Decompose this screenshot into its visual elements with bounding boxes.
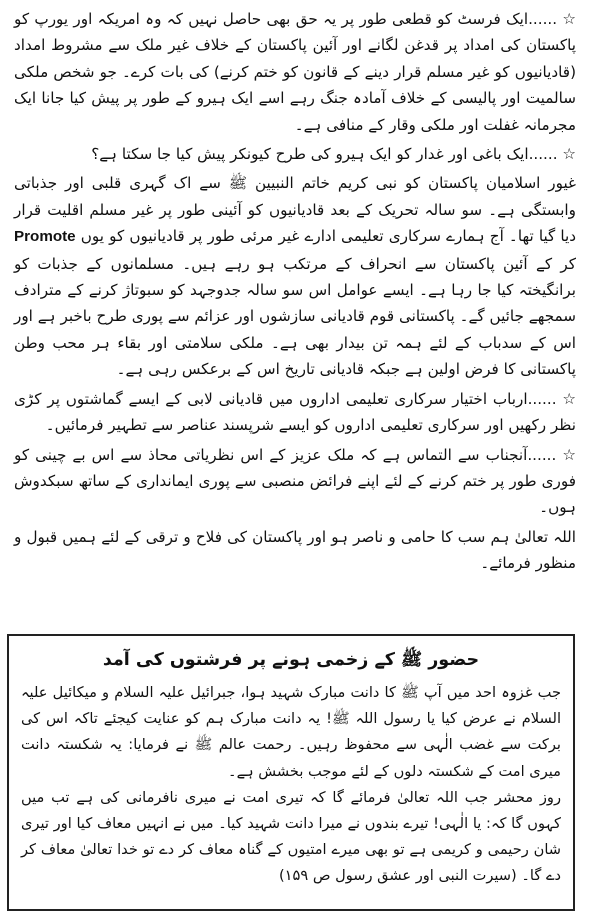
boxed-story bbox=[7, 634, 575, 911]
article-paragraph-3 bbox=[14, 170, 576, 382]
box-paragraph-1: جب غزوہ احد میں آپ ﷺ کا دانت مبارک شہید ہوا، جبرائیل علیہ السلام و میکائیل علیہ السلام نے عرض کیا یا رسول اللہ ﷺ! یہ دانت مبارک ہم کو عنایت کیجئے تاکہ اس کی برکت سے غضب الٰہی سے محفوظ رہیں۔ رحمت عالم ﷺ نے فرمایا: یہ شکستہ دانت میری امت کے شکستہ دلوں کے لئے موجب بخشش ہے۔ bbox=[21, 684, 561, 780]
article-column bbox=[14, 6, 576, 577]
article-paragraph-4: ☆ ......ارباب اختیار سرکاری تعلیمی اداروں میں قادیانی لابی کے ایسے گماشتوں پر کڑی نظر رکھیں اور سرکاری تعلیمی اداروں کو ایسے شرپسند عناصر سے تطہیر فرمائیں۔ bbox=[14, 389, 576, 435]
box-title: حضور ﷺ کے زخمی ہونے پر فرشتوں کی آمد bbox=[102, 650, 480, 670]
article-paragraph-2: ☆ ......ایک باغی اور غدار کو ایک ہیرو کی طرح کیونکر پیش کیا جا سکتا ہے؟ bbox=[91, 145, 576, 164]
article-paragraph-6: اللہ تعالیٰ ہم سب کا حامی و ناصر ہو اور پاکستان کی فلاح و ترقی کے لئے ہمیں قبول و منظور فرمائے۔ bbox=[14, 527, 576, 573]
paragraph-3-part-1: غیور اسلامیان پاکستان کو نبی کریم خاتم النبیین ﷺ سے اک گہری قلبی اور جذباتی وابستگی ہے۔ سو سالہ تحریک کے بعد قادیانیوں کو آئینی طور پر غیر مسلم اقلیت قرار دیا گیا تھا۔ آج ہمارے سرکاری تعلیمی ادارے غیر مرئی طور پر قادیانیوں کو یوں bbox=[14, 174, 577, 246]
promote-word: Promote bbox=[14, 228, 76, 246]
paragraph-3-part-2: کر کے آئین پاکستان سے انحراف کے مرتکب ہو رہے ہیں۔ مسلمانوں کے جذبات کو برانگیختہ کیا جا رہا ہے۔ ایسے عوامل اس سو سالہ جدوجہد کو سبوتاژ کرنے کے مترادف سمجھے جائیں گے۔ پاکستانی قوم قادیانی سازشوں اور عزائم سے پوری طرح باخبر ہے اور اس کے سدباب کے لئے ہمہ تن بیدار بھی ہے۔ ملکی سلامتی اور بقاء ہر محب وطن پاکستانی کا فرض اولین ہے جبکہ قادیانی تاریخ اس کے برعکس رہی ہے۔ bbox=[14, 254, 576, 379]
box-paragraph-2: روز محشر جب اللہ تعالیٰ فرمائے گا کہ تیری امت نے میری نافرمانی کی ہے تب میں کہوں گا کہ: یا الٰہی! تیرے بندوں نے میرا دانت شہید کیا۔ میں نے انہیں معاف کیا اور تیری شان رحیمی و کریمی ہے تو بھی میرے امتیوں کے گناہ معاف کر دے تو خدا تعالیٰ معاف کر دے گا۔ (سیرت النبی اور عشق رسول ص ۱۵۹) bbox=[21, 788, 561, 885]
article-paragraph-1: ☆ ......ایک فرسٹ کو قطعی طور پر یہ حق بھی حاصل نہیں کہ وہ امریکہ اور یورپ کو پاکستان کی امداد پر قدغن لگانے اور آئین پاکستان کے خلاف غیر ملک سے مشروط امداد (قادیانیوں کو غیر مسلم قرار دینے کے قانون کو ختم کرنے) کی بات کرے۔ جو شخص ملکی سالمیت اور پالیسی کے خلاف آمادہ جنگ رہے اسے ایک ہیرو کے طور پر پیش کیا جانا ایک مجرمانہ غفلت اور ملکی وقار کے منافی ہے۔ bbox=[14, 10, 576, 134]
article-paragraph-5: ☆ ......آنجناب سے التماس ہے کہ ملک عزیز کے اس نظریاتی محاذ سے اس بے چینی کو فوری طور پر ختم کرنے کے لئے اپنے فرائض منصبی سے پوری ایمانداری کے ساتھ سبکدوش ہوں۔ bbox=[14, 445, 576, 517]
